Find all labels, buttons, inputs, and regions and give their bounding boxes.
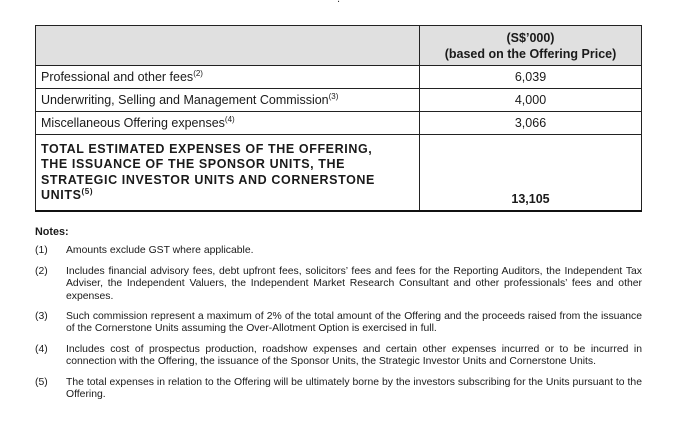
note-item	[35, 245, 642, 257]
row-label: Miscellaneous Offering expenses$^{(4)}$	[36, 112, 420, 135]
expenses-table	[35, 25, 642, 212]
note-text: Such commission represent a maximum of 2% of the total amount of the Offering and the proceeds raised from the issuance of the Cornerstone Units assuming the Over-Allotment Option is exercised in full.	[66, 311, 642, 335]
note-text: Includes financial advisory fees, debt upfront fees, solicitors’ fees and fees for the Reporting Auditors, the Independent Tax Adviser, the Independent Valuers, the Independent Market Research Consultant and other professionals’ fees and other expenses.	[66, 265, 642, 302]
total-label: TOTAL ESTIMATED EXPENSES OF THE OFFERING, THE ISSUANCE OF THE SPONSOR UNITS, THE STRATEGIC INVESTOR UNITS AND CORNERSTONE UNITS$^{(5)}$	[36, 135, 420, 212]
note-item	[35, 344, 642, 369]
note-number: (5)	[35, 376, 48, 388]
note-number: (3)	[35, 311, 48, 323]
cropped-top-text	[0, 0, 677, 12]
header-blank-cell	[36, 26, 420, 66]
note-item	[35, 311, 642, 336]
header-currency: (S$’000)	[506, 30, 555, 45]
table-row	[36, 112, 642, 135]
table-row	[36, 66, 642, 89]
total-row	[36, 135, 642, 212]
header-amount-cell	[420, 26, 642, 66]
total-value: 13,105	[420, 135, 642, 212]
note-number: (2)	[35, 265, 48, 277]
note-item	[35, 377, 642, 402]
header-basis: (based on the Offering Price)	[444, 46, 617, 61]
notes-section	[35, 226, 642, 409]
note-text: Amounts exclude GST where applicable.	[66, 245, 254, 257]
row-value: 3,066	[420, 112, 642, 135]
footnote-ref: (5)	[81, 186, 94, 196]
row-label: Underwriting, Selling and Management Commission$^{(3)}$	[36, 89, 420, 112]
note-item	[35, 266, 642, 303]
row-value: 6,039	[420, 66, 642, 89]
row-value: 4,000	[420, 89, 642, 112]
footnote-ref: (3)	[328, 91, 339, 101]
row-label: Professional and other fees$^{(2)}$	[36, 66, 420, 89]
note-text: The total expenses in relation to the Offering will be ultimately borne by the investors subscribing for the Units pursuant to the Offering.	[66, 376, 642, 401]
note-number: (4)	[35, 343, 48, 355]
note-text: Includes cost of prospectus production, roadshow expenses and certain other expenses incurred or to be incurred in connection with the Offering, the issuance of the Sponsor Units, the Strategic Investor Units and Cornerstone Units.	[66, 343, 642, 368]
table-header-row	[36, 26, 642, 66]
table-row	[36, 89, 642, 112]
notes-title: Notes:	[35, 226, 69, 238]
note-number: (1)	[35, 245, 48, 257]
footnote-ref: (2)	[193, 68, 203, 78]
footnote-ref: (4)	[224, 114, 235, 124]
